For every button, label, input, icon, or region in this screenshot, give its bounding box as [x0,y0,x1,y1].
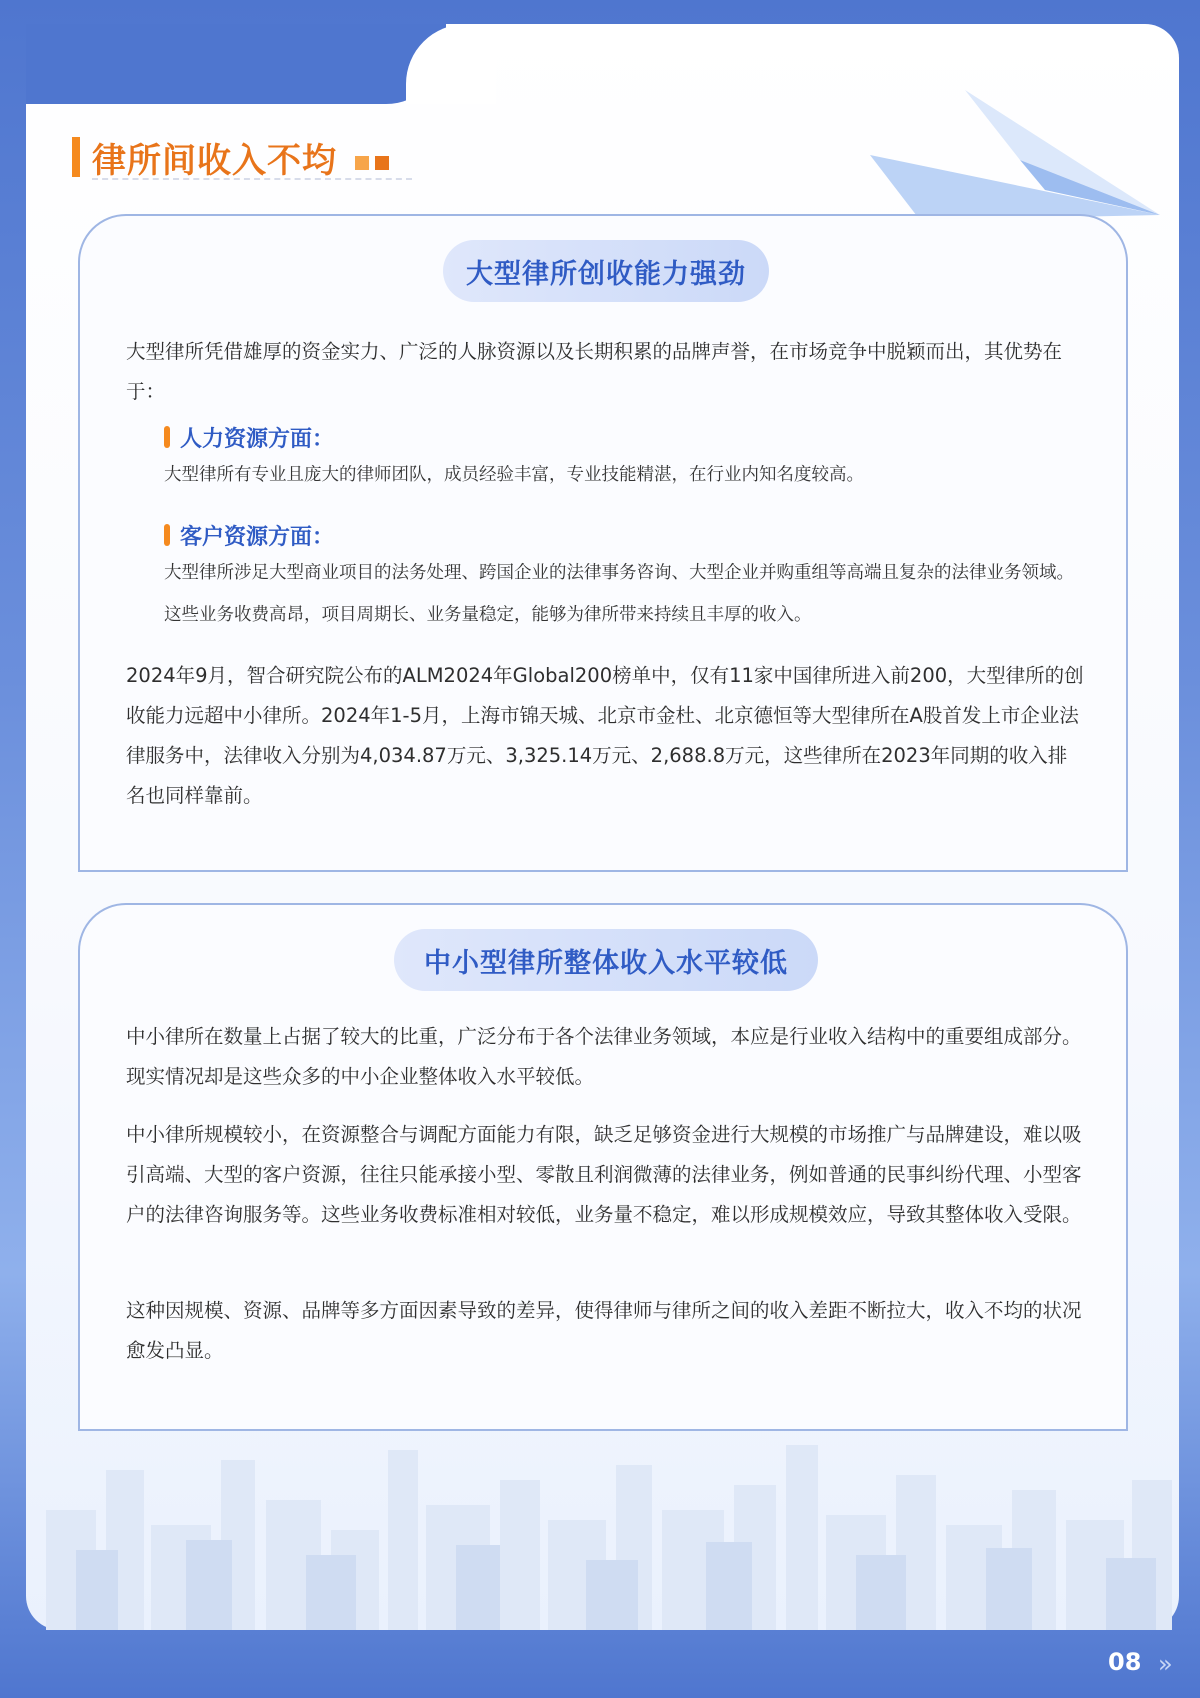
skyline-building [1106,1558,1156,1630]
heading-dot [375,156,389,170]
city-skyline-illustration [26,1430,1179,1630]
card-paragraph: 这种因规模、资源、品牌等多方面因素导致的差异，使得律师与律所之间的收入差距不断拉大，收入不均的状况愈发凸显。 [126,1299,1082,1362]
skyline-building [76,1550,118,1630]
skyline-building [986,1548,1032,1630]
section-title: 律所间收入不均 [92,140,337,181]
chevron-right-icon[interactable]: » [1158,1650,1173,1678]
point-accent-bar [164,524,170,546]
point-accent-bar [164,426,170,448]
page-number: 08 [1108,1648,1142,1676]
heading-underline [92,178,412,180]
skyline-building [856,1555,906,1630]
card-title: 大型律所创收能力强劲 [443,240,769,302]
skyline-building [706,1542,752,1630]
skyline-building [456,1545,500,1630]
header-tab [26,24,446,104]
card-conclusion: 2024年9月，智合研究院公布的ALM2024年Global200榜单中，仅有11家中国律所进入前200，大型律所的创收能力远超中小律所。2024年1-5月，上海市锦天城、北京市金杜、北京德恒等大型律所在A股首发上市企业法律服务中，法律收入分别为4,034.87万元、3,325.14万元、2,688.8万元，这些律所在2023年同期的收入排名也同样靠前。 [126,664,1084,807]
skyline-building [500,1480,540,1630]
skyline-building [786,1445,818,1630]
card-intro: 大型律所凭借雄厚的资金实力、广泛的人脉资源以及长期积累的品牌声誉，在市场竞争中脱颖而出，其优势在于： [126,340,1063,403]
point-heading-client-resources [164,520,334,550]
skyline-building [186,1540,232,1630]
point-title: 人力资源方面： [180,426,335,452]
section-heading [72,134,395,180]
card-paragraph: 中小律所在数量上占据了较大的比重，广泛分布于各个法律业务领域，本应是行业收入结构中的重要组成部分。现实情况却是这些众多的中小企业整体收入水平较低。 [126,1025,1082,1088]
skyline-building [388,1450,418,1630]
heading-accent-bar [72,137,80,177]
point-title: 客户资源方面： [180,524,335,550]
heading-dots [355,156,395,170]
skyline-building [306,1555,356,1630]
skyline-building [586,1560,638,1630]
small-firms-card [78,903,1128,1431]
large-firms-card [78,214,1128,872]
point-text: 大型律所涉足大型商业项目的法务处理、跨国企业的法律事务咨询、大型企业并购重组等高端且复杂的法律业务领域。这些业务收费高昂，项目周期长、业务量稳定，能够为律所带来持续且丰厚的收入。 [164,563,1074,625]
heading-dot [355,156,369,170]
card-title: 中小型律所整体收入水平较低 [394,929,818,991]
point-text: 大型律所有专业且庞大的律师团队，成员经验丰富，专业技能精湛，在行业内知名度较高。 [164,465,864,485]
point-heading-human-resources [164,422,334,452]
card-paragraph: 中小律所规模较小，在资源整合与调配方面能力有限，缺乏足够资金进行大规模的市场推广与品牌建设，难以吸引高端、大型的客户资源，往往只能承接小型、零散且利润微薄的法律业务，例如普通的民事纠纷代理、小型客户的法律咨询服务等。这些业务收费标准相对较低，业务量不稳定，难以形成规模效应，导致其整体收入受限。 [126,1123,1082,1226]
